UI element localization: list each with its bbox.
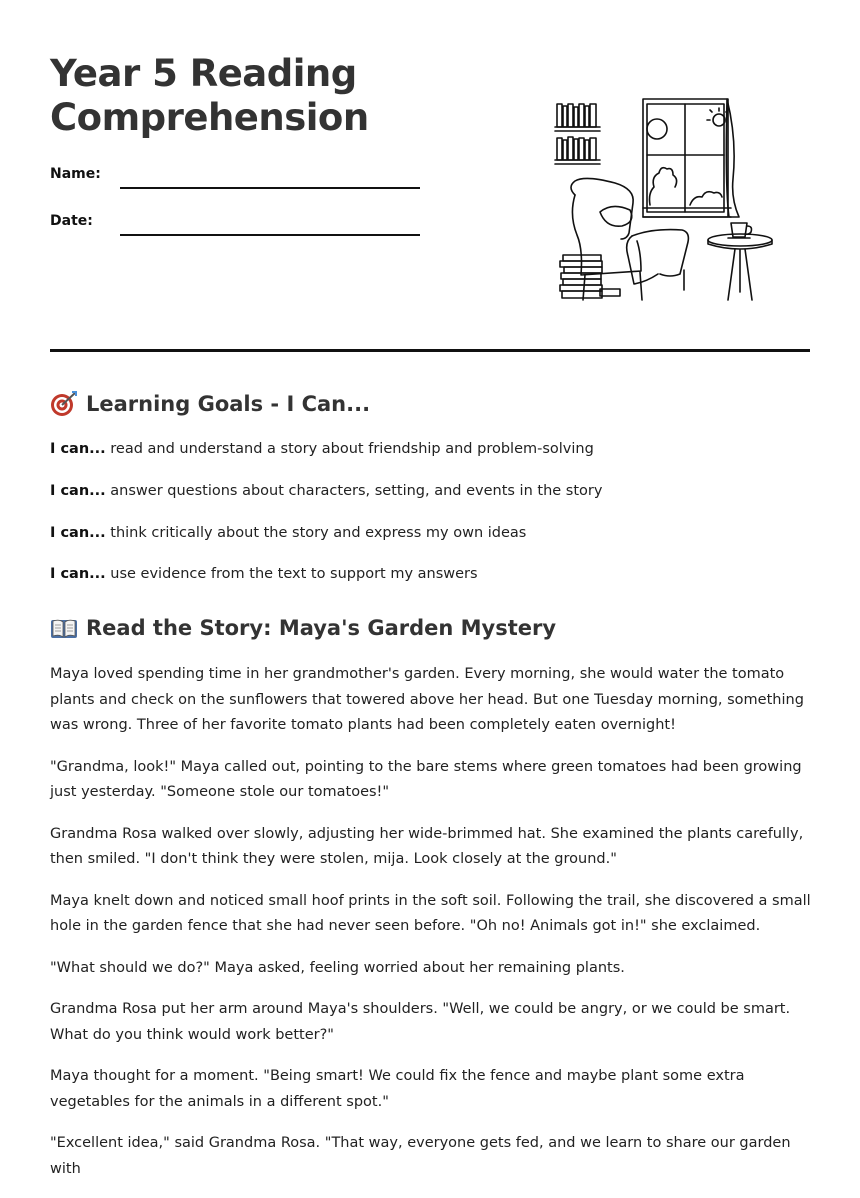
reading-nook-illustration xyxy=(550,95,780,305)
name-label: Name: xyxy=(50,166,101,182)
goal-text: read and understand a story about friendship and problem-solving xyxy=(110,441,594,457)
goal-item xyxy=(50,525,526,541)
story-paragraph: Maya knelt down and noticed small hoof prints in the soft soil. Following the trail, she discovered a small hole in the garden fence that she had never seen before. "Oh no! Animals got in!" she exclaimed. xyxy=(50,892,811,934)
bookshelf-icon xyxy=(555,104,600,164)
learning-goals-heading xyxy=(50,390,370,418)
armchair-icon xyxy=(571,178,688,300)
learning-goals-title: Learning Goals - I Can... xyxy=(86,392,371,416)
goal-prefix: I can... xyxy=(50,525,106,541)
page-title xyxy=(50,52,369,140)
story-paragraph: "What should we do?" Maya asked, feeling worried about her remaining plants. xyxy=(50,959,625,976)
section-divider xyxy=(50,349,810,352)
story-paragraph: "Grandma, look!" Maya called out, pointing to the bare stems where green tomatoes had been growing just yesterday. "Someone stole our tomatoes!" xyxy=(50,758,802,800)
target-icon xyxy=(50,390,78,418)
goal-prefix: I can... xyxy=(50,441,106,457)
story-paragraph: Maya loved spending time in her grandmother's garden. Every morning, she would water the tomato plants and check on the sunflowers that towered above her head. But one Tuesday morning, something was wrong. Three of her favorite tomato plants had been completely eaten overnight! xyxy=(50,666,804,733)
window-icon xyxy=(643,99,739,217)
book-stack-icon xyxy=(560,255,620,298)
story-heading xyxy=(50,615,556,641)
story-paragraph: Grandma Rosa put her arm around Maya's shoulders. "Well, we could be angry, or we could be smart. What do you think would work better?" xyxy=(50,1001,791,1043)
goal-prefix: I can... xyxy=(50,483,106,499)
title-line-2: Comprehension xyxy=(50,96,369,139)
story-body xyxy=(50,662,820,1198)
name-line-field[interactable] xyxy=(120,187,420,189)
date-line-field[interactable] xyxy=(120,234,420,236)
story-paragraph: Grandma Rosa walked over slowly, adjusting her wide-brimmed hat. She examined the plants carefully, then smiled. "I don't think they were stolen, mija. Look closely at the ground." xyxy=(50,825,804,867)
goal-item xyxy=(50,566,478,582)
title-line-1: Year 5 Reading xyxy=(50,52,357,95)
goal-item xyxy=(50,441,594,457)
goal-item xyxy=(50,483,602,499)
open-book-icon xyxy=(50,615,78,641)
goal-prefix: I can... xyxy=(50,566,106,582)
date-label: Date: xyxy=(50,213,93,229)
story-paragraph: "Excellent idea," said Grandma Rosa. "That way, everyone gets fed, and we learn to share our garden with xyxy=(50,1135,791,1177)
goal-text: use evidence from the text to support my answers xyxy=(110,566,478,582)
side-table-icon xyxy=(708,223,772,300)
goal-text: answer questions about characters, setting, and events in the story xyxy=(110,483,603,499)
story-title: Read the Story: Maya's Garden Mystery xyxy=(86,616,557,640)
story-paragraph: Maya thought for a moment. "Being smart! We could fix the fence and maybe plant some extra vegetables for the animals in a different spot." xyxy=(50,1068,745,1110)
goal-text: think critically about the story and express my own ideas xyxy=(110,525,527,541)
